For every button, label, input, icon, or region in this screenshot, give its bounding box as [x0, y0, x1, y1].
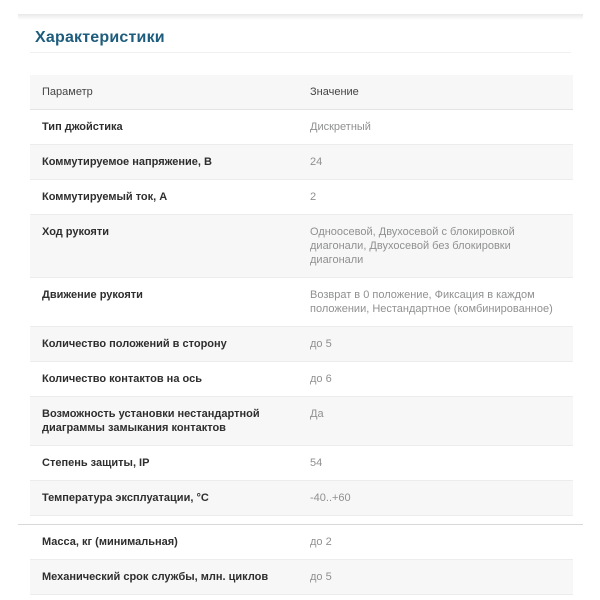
spec-value: до 5: [310, 338, 332, 350]
spec-row: [30, 525, 573, 560]
column-header-value: Значение: [310, 86, 359, 98]
spec-row: [30, 446, 573, 481]
spec-param: Масса, кг (минимальная): [42, 536, 178, 548]
table-body-main: [30, 110, 573, 516]
spec-value: 24: [310, 156, 323, 168]
spec-row: [30, 362, 573, 397]
spec-param: Движение рукояти: [42, 289, 143, 301]
spec-param: Количество положений в сторону: [42, 338, 227, 350]
spec-row: [30, 560, 573, 595]
spec-value: -40..+60: [310, 492, 351, 504]
spec-row: [30, 327, 573, 362]
spec-row: [30, 397, 573, 446]
spec-value: Возврат в 0 положение, Фиксация в каждом положении, Нестандартное (комбинированное): [310, 289, 553, 315]
spec-param: Коммутируемый ток, А: [42, 191, 168, 203]
spec-value: до 6: [310, 373, 332, 385]
card-top-shadow: [18, 14, 583, 20]
table-header-row: [30, 75, 573, 110]
spec-table-secondary: [30, 525, 573, 595]
spec-value: до 5: [310, 571, 332, 583]
spec-value: Дискретный: [310, 121, 371, 133]
spec-row: [30, 145, 573, 180]
spec-value: до 2: [310, 536, 332, 548]
spec-param: Механический срок службы, млн. циклов: [42, 571, 269, 583]
section-title: Характеристики: [35, 29, 165, 46]
spec-value: 54: [310, 457, 323, 469]
spec-row: [30, 215, 573, 278]
spec-value: Одноосевой, Двухосевой с блокировкой диагонали, Двухосевой без блокировки диагонали: [310, 226, 515, 266]
column-header-parameter: Параметр: [42, 86, 93, 98]
spec-param: Возможность установки нестандартной диаграммы замыкания контактов: [42, 408, 260, 434]
spec-param: Степень защиты, IP: [42, 457, 150, 469]
spec-row: [30, 110, 573, 145]
specs-section: [18, 14, 583, 595]
spec-row: [30, 481, 573, 516]
spec-table-main: [30, 75, 573, 516]
spec-param: Температура эксплуатации, °C: [42, 492, 209, 504]
title-divider: [30, 52, 571, 53]
spec-value: 2: [310, 191, 317, 203]
spec-param: Ход рукояти: [42, 226, 109, 238]
spec-param: Коммутируемое напряжение, В: [42, 156, 212, 168]
spec-param: Количество контактов на ось: [42, 373, 202, 385]
spec-value: Да: [310, 408, 324, 420]
spec-row: [30, 180, 573, 215]
spec-param: Тип джойстика: [42, 121, 123, 133]
spec-row: [30, 278, 573, 327]
table-body-secondary: [30, 525, 573, 595]
